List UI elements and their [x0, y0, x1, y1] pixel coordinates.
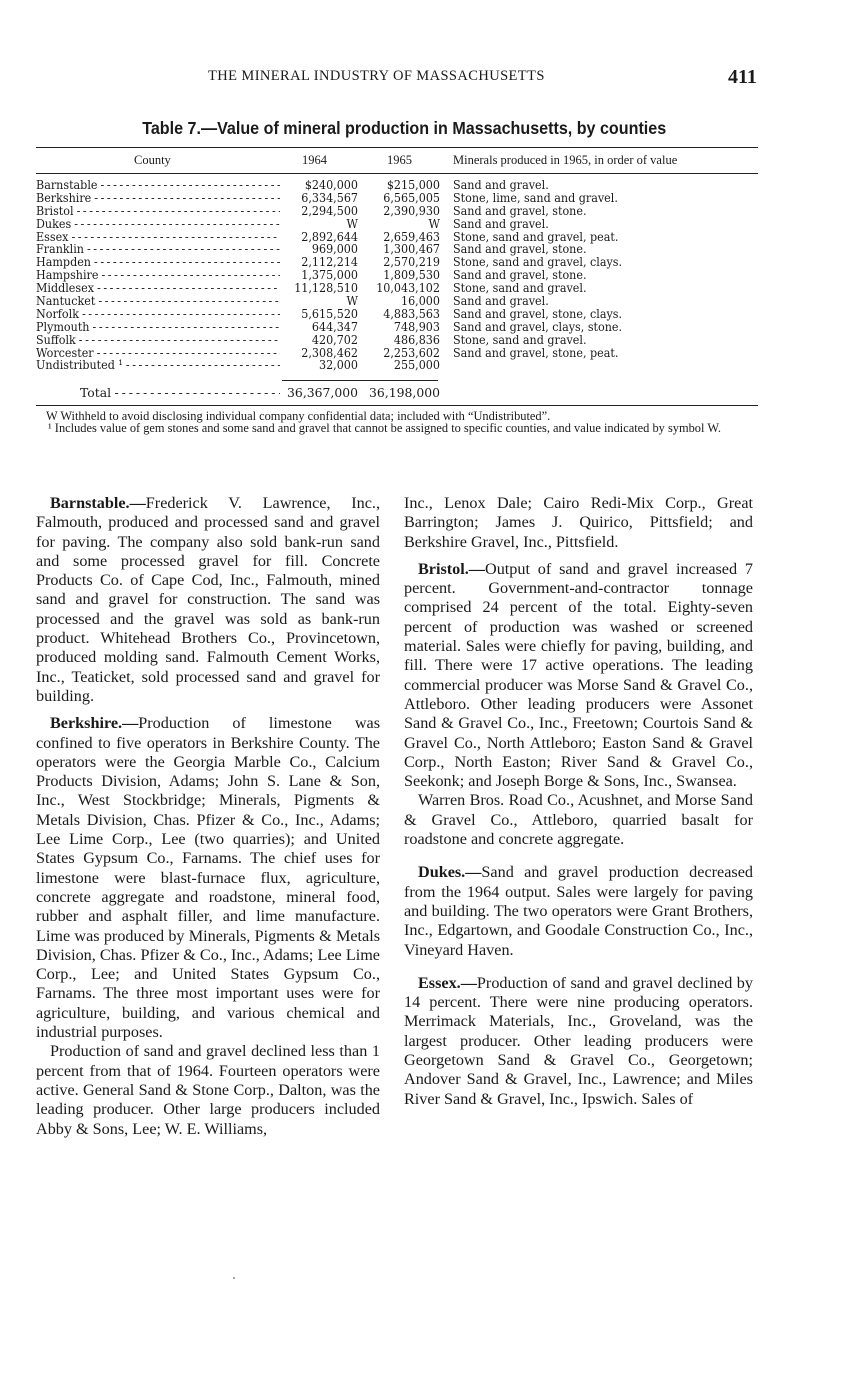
total-rule — [282, 380, 438, 381]
minerals-cell: Sand and gravel, clays, stone. — [453, 318, 623, 334]
county-cell: Hampden - - - — [36, 256, 280, 269]
col-header-1964: 1964 — [302, 153, 327, 167]
paragraph-text: Production of sand and gravel declined less than 1 percent from that of 1964. Fourteen operators were active. General Sand & Stone Corp., Dalton, was the leading producer. Other large producers included Abby & Sons, Lee; W. E. Williams, — [36, 1042, 380, 1138]
county-cell: Essex - - - — [36, 231, 280, 244]
value-1964-cell: 2,112,214 — [301, 254, 358, 270]
minerals-cell: Stone, sand and gravel, clays. — [453, 254, 623, 270]
body-paragraph — [404, 494, 753, 552]
header-bottom-rule — [36, 173, 758, 174]
county-cell: Barnstable - - - — [36, 179, 280, 192]
county-cell: Dukes - - - — [36, 218, 280, 231]
minerals-cell: Sand and gravel, stone. — [453, 241, 587, 257]
minerals-cell: Stone, sand and gravel. — [453, 280, 587, 296]
paragraph-lead-heading: Barnstable.— — [50, 494, 146, 512]
paragraph-text: Production of limestone was confined to five operators in Berkshire County. The operators were the Georgia Marble Co., Calcium Products Division, Adams; John S. Lane & Son, Inc., West Stockbridge; Minerals, Pigments & Metals Division, Chas. Pfizer & Co., Inc., Adams; Lee Lime Corp., Lee (two quarries); and United States Gypsum Co., Farnams. The chief uses for limestone were blast-furnace flux, agriculture, concrete aggregate and roadstone, mineral food, rubber and asphalt filler, and lime manufacture. Lime was produced by Minerals, Pigments & Metals Division, Chas. Pfizer & Co., Inc., Adams; Lee Lime Corp., Lee; and United States Gypsum Co., Farnams. The three most important uses were for agriculture, building, and various chemical and industrial purposes. — [36, 714, 380, 1042]
body-column-left — [36, 494, 380, 1139]
value-1965-cell: 486,836 — [393, 331, 440, 347]
county-cell: Hampshire - - - — [36, 269, 280, 282]
minerals-cell: Sand and gravel. — [453, 215, 549, 231]
body-paragraph — [404, 791, 753, 849]
value-1965-cell: 6,565,005 — [383, 189, 440, 205]
table-row — [36, 359, 758, 372]
county-cell: Undistributed ¹ - - - — [36, 359, 280, 372]
minerals-cell: Stone, lime, sand and gravel. — [453, 189, 618, 205]
value-1964-cell: 420,702 — [311, 331, 358, 347]
minerals-cell: Stone, sand and gravel. — [453, 331, 587, 347]
county-cell: Berkshire - - - — [36, 192, 280, 205]
county-cell: Bristol - - - — [36, 205, 280, 218]
value-1964-cell: 1,375,000 — [301, 267, 358, 283]
minerals-cell: Sand and gravel, stone. — [453, 267, 587, 283]
paragraph-lead-heading: Essex.— — [418, 973, 477, 992]
value-1965-cell: 2,659,463 — [383, 228, 440, 244]
body-paragraph — [36, 1042, 380, 1138]
county-cell: Plymouth - - - — [36, 321, 280, 334]
col-header-1965: 1965 — [387, 153, 412, 167]
value-1964-cell: 11,128,510 — [294, 280, 358, 296]
body-paragraph — [404, 974, 753, 1109]
paragraph-text: Inc., Lenox Dale; Cairo Redi-Mix Corp., Great Barrington; James J. Quirico, Pittsfield; and Berkshire Gravel, Inc., Pittsfield. — [404, 494, 753, 551]
table-row — [36, 202, 758, 218]
page-number: 411 — [728, 66, 757, 88]
value-1965-cell: 10,043,102 — [376, 280, 440, 296]
body-paragraph — [36, 494, 380, 706]
county-cell: Middlesex - - - — [36, 282, 280, 295]
value-1965-cell: 748,903 — [393, 318, 440, 334]
county-cell: Franklin - - - — [36, 243, 280, 256]
county-cell: Worcester - - - — [36, 347, 280, 360]
paragraph-text: Frederick V. Lawrence, Inc., Falmouth, produced and processed sand and gravel for paving. The company also sold bank-run sand and some processed gravel for fill. Concrete Products Co. of Cape Cod, Inc., Falmouth, mined sand and gravel for construction. The sand was processed and the gravel was sold as bank-run product. Whitehead Brothers Co., Provincetown, produced molding sand. Falmouth Cement Works, Inc., Teaticket, sold processed sand and gravel for building. — [36, 494, 380, 705]
table-top-rule — [36, 147, 758, 148]
table-row — [36, 282, 758, 295]
paragraph-lead-heading: Dukes.— — [418, 863, 482, 882]
paragraph-lead-heading: Berkshire.— — [50, 714, 139, 733]
county-cell: Suffolk - - - — [36, 334, 280, 347]
value-1964-cell: 32,000 — [319, 357, 358, 373]
table-body — [36, 179, 758, 372]
body-paragraph — [36, 714, 380, 1042]
table-title: Table 7.—Value of mineral production in Massachusetts, by counties — [142, 118, 667, 138]
value-1964-cell: $240,000 — [304, 177, 358, 192]
value-1964-cell: 969,000 — [311, 241, 358, 257]
value-1965-cell: 255,000 — [393, 357, 440, 373]
total-1965: 36,198,000 — [369, 385, 440, 400]
paragraph-text: Warren Bros. Road Co., Acushnet, and Morse Sand & Gravel Co., Attleboro, quarried basalt for roadstone and concrete aggregate. — [404, 791, 753, 849]
county-cell: Norfolk - - - — [36, 308, 280, 321]
total-label: Total - - - — [80, 385, 280, 400]
body-paragraph — [404, 560, 753, 792]
value-1964-cell: 2,294,500 — [301, 202, 358, 218]
value-1964-cell: 5,615,520 — [301, 305, 358, 321]
col-header-county: County — [134, 153, 171, 167]
value-1965-cell: 1,300,467 — [383, 241, 440, 257]
paragraph-lead-heading: Bristol.— — [418, 559, 485, 578]
running-head — [0, 66, 858, 90]
paragraph-text: Production of sand and gravel declined by 14 percent. There were nine producing operators. Merrimack Materials, Inc., Groveland, was the largest producer. Other leading producers were Georgetown Sand & Gravel Co., Georgetown; Andover Sand & Gravel, Inc., Lawrence; and Miles River Sand & Gravel, Inc., Ipswich. Sales of — [404, 973, 753, 1108]
total-1964: 36,367,000 — [287, 385, 358, 400]
running-title: THE MINERAL INDUSTRY OF MASSACHUSETTS — [208, 68, 545, 84]
value-1965-cell: 16,000 — [401, 293, 440, 309]
minerals-cell: Sand and gravel. — [453, 293, 549, 309]
value-1965-cell: 2,390,930 — [383, 202, 440, 218]
value-1964-cell: W — [346, 215, 358, 231]
footnote-w: W Withheld to avoid disclosing individual company confidential data; included with “Undistributed”. — [46, 409, 551, 423]
total-row — [36, 385, 758, 399]
footnote-1: ¹ Includes value of gem stones and some sand and gravel that cannot be assigned to specific counties, and value indicated by symbol W. — [48, 420, 721, 435]
minerals-cell: Stone, sand and gravel, peat. — [453, 228, 619, 244]
value-1965-cell: 2,570,219 — [383, 254, 440, 270]
value-1965-cell: 1,809,530 — [383, 267, 440, 283]
value-1965-cell: $215,000 — [386, 177, 440, 192]
value-1965-cell: 4,883,563 — [383, 305, 440, 321]
minerals-cell: Sand and gravel, stone, peat. — [453, 344, 619, 360]
county-cell: Nantucket - - - — [36, 295, 280, 308]
value-1965-cell: W — [428, 215, 440, 231]
value-1965-cell: 2,253,602 — [383, 344, 440, 360]
body-column-right — [404, 494, 753, 1109]
minerals-cell: Sand and gravel, stone, clays. — [453, 305, 623, 321]
table-bottom-rule — [36, 405, 758, 406]
value-1964-cell: 6,334,567 — [301, 189, 358, 205]
print-speck — [233, 1277, 235, 1279]
table-footnotes — [36, 411, 766, 434]
minerals-cell: Sand and gravel, stone. — [453, 202, 587, 218]
value-1964-cell: 644,347 — [311, 318, 358, 334]
col-header-minerals: Minerals produced in 1965, in order of value — [453, 153, 678, 167]
paragraph-text: Sand and gravel production decreased from the 1964 output. Sales were largely for paving and building. The two operators were Grant Brothers, Inc., Edgartown, and Goodale Construction Co., Inc., Vineyard Haven. — [404, 863, 753, 959]
value-1964-cell: 2,892,644 — [301, 228, 358, 244]
value-1964-cell: W — [346, 293, 358, 309]
minerals-cell: Sand and gravel. — [453, 177, 549, 192]
body-paragraph — [404, 863, 753, 959]
value-1964-cell: 2,308,462 — [301, 344, 358, 360]
paragraph-text: Output of sand and gravel increased 7 percent. Government-and-contractor tonnage comprised 24 percent of the total. Eighty-seven percent of production was washed or screened material. Sales were chiefly for paving, building, and fill. There were 17 active operations. The leading commercial producer was Morse Sand & Gravel Co., Attleboro. Other leading producers were Assonet Sand & Gravel Co., Inc., Freetown; Courtois Sand & Gravel Co., North Attleboro; Easton Sand & Gravel Corp., North Easton; River Sand & Gravel Co., Seekonk; and Joseph Borge & Sons, Inc., Swansea. — [404, 559, 753, 791]
